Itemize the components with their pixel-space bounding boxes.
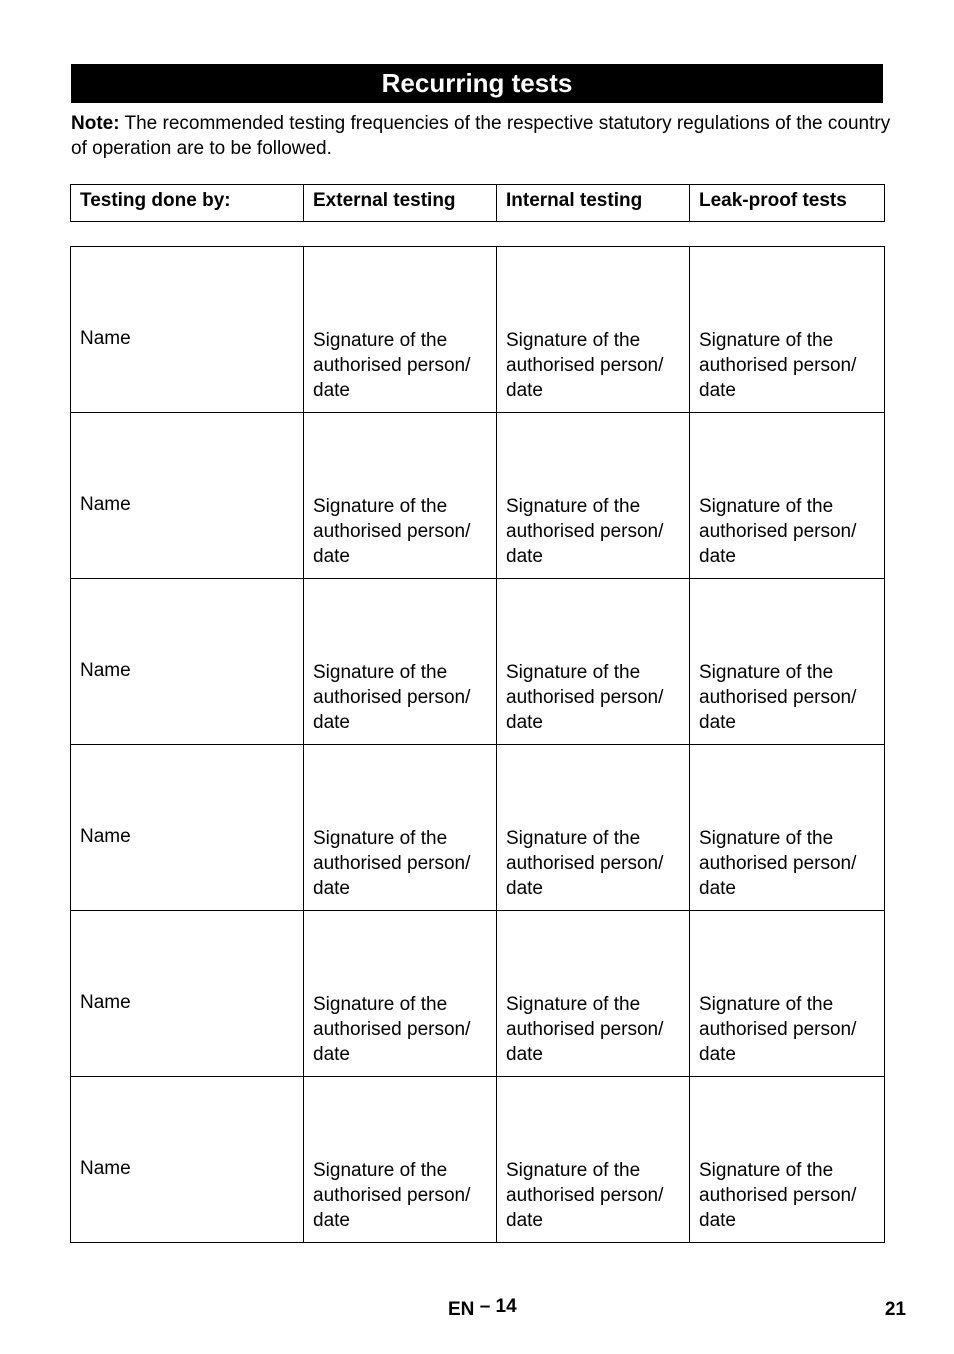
leak-proof-signature-cell: Signature of the authorised person/ date [690,579,885,745]
leak-proof-signature-cell: Signature of the authorised person/ date [690,247,885,413]
page-title: Recurring tests [71,64,883,103]
table-row [71,413,885,579]
leak-proof-signature-cell: Signature of the authorised person/ date [690,911,885,1077]
header-leak-proof-tests: Leak-proof tests [690,185,885,222]
table-row [71,579,885,745]
internal-signature-cell: Signature of the authorised person/ date [497,247,690,413]
header-row [71,185,885,222]
external-signature-cell: Signature of the authorised person/ date [304,247,497,413]
name-cell: Name [71,911,304,1077]
header-internal-testing: Internal testing [497,185,690,222]
leak-proof-signature-cell: Signature of the authorised person/ date [690,745,885,911]
table-row [71,745,885,911]
footer-language-page [448,1298,517,1322]
internal-signature-cell: Signature of the authorised person/ date [497,911,690,1077]
table-row [71,1077,885,1243]
name-cell: Name [71,579,304,745]
name-cell: Name [71,413,304,579]
footer-page-reference: – 14 [479,1296,517,1317]
table-row [71,911,885,1077]
note-paragraph [71,111,891,161]
internal-signature-cell: Signature of the authorised person/ date [497,745,690,911]
footer-page-number: 21 [884,1299,906,1320]
header-testing-done-by: Testing done by: [71,185,304,222]
name-cell: Name [71,745,304,911]
external-signature-cell: Signature of the authorised person/ date [304,911,497,1077]
external-signature-cell: Signature of the authorised person/ date [304,413,497,579]
name-cell: Name [71,247,304,413]
table-row [71,247,885,413]
leak-proof-signature-cell: Signature of the authorised person/ date [690,413,885,579]
leak-proof-signature-cell: Signature of the authorised person/ date [690,1077,885,1243]
note-label: Note: [71,113,120,134]
internal-signature-cell: Signature of the authorised person/ date [497,1077,690,1243]
external-signature-cell: Signature of the authorised person/ date [304,745,497,911]
header-external-testing: External testing [304,185,497,222]
name-cell: Name [71,1077,304,1243]
external-signature-cell: Signature of the authorised person/ date [304,1077,497,1243]
header-table [70,184,885,222]
external-signature-cell: Signature of the authorised person/ date [304,579,497,745]
footer-language: EN [448,1299,475,1320]
note-text: The recommended testing frequencies of the respective statutory regulations of the country of operation are to be followed. [71,113,891,159]
internal-signature-cell: Signature of the authorised person/ date [497,579,690,745]
internal-signature-cell: Signature of the authorised person/ date [497,413,690,579]
signature-table [70,246,885,1243]
